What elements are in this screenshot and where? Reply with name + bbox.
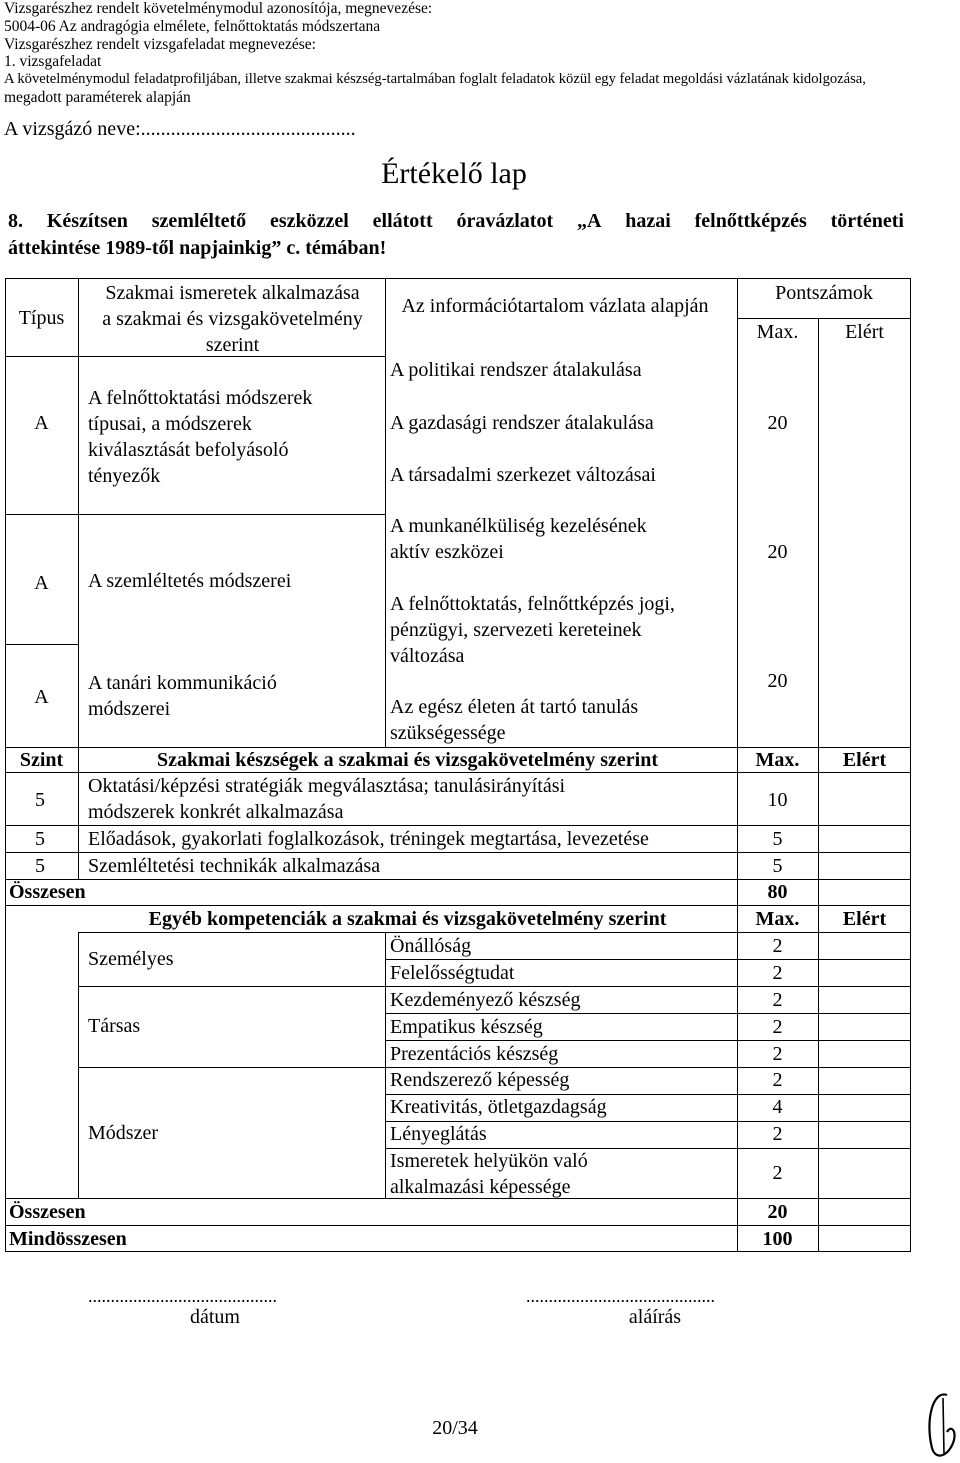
header-line: 5004-06 Az andragógia elmélete, felnőttoktatás módszertana [4,17,381,35]
skills-total-value: 80 [767,881,788,903]
header-line: Vizsgarészhez rendelt követelménymodul azonosítója, megnevezése: [4,0,433,17]
header-line: A követelménymodul feladatprofiljában, illetve szakmai készség-tartalmában foglalt feladatok közül egy feladat megoldási vázlatának kidolgozása, [4,71,866,88]
examinee-name-field: A vizsgázó neve:........................................... [4,118,356,140]
page-title: Értékelő lap [381,157,527,190]
competency-max: 2 [772,1162,783,1184]
grand-total-label: Mindösszesen [9,1228,127,1250]
competency-max: 2 [772,1069,783,1091]
col-other-header: Egyéb kompetenciák a szakmai és vizsgakövetelmény szerint [148,908,667,930]
row-knowledge: A felnőttoktatási módszerek típusai, a módszerek kiválasztását befolyásoló tényezők [88,387,313,487]
competency-item: Rendszerező képesség [390,1069,570,1091]
date-label: dátum [190,1306,240,1328]
competency-group: Módszer [88,1122,158,1144]
competency-item: Ismeretek helyükön való alkalmazási képessége [390,1150,588,1198]
date-dots: .......................................... [88,1286,277,1306]
header-line: Vizsgarészhez rendelt vizsgafeladat megnevezése: [4,35,316,53]
row-info-item: A gazdasági rendszer átalakulása [390,412,654,434]
competency-total-label: Összesen [9,1201,86,1223]
skill-text: Oktatási/képzési stratégiák megválasztása; tanulásirányítási módszerek konkrét alkalmazása [88,775,566,823]
competency-item: Lényeglátás [390,1123,487,1145]
task-line-2: áttekintése 1989-től napjainkig” c. témában! [8,237,387,259]
competency-total-value: 20 [767,1201,788,1223]
competency-max: 2 [772,1123,783,1145]
competency-max: 2 [772,962,783,984]
skill-level: 5 [35,828,45,850]
col-max-header: Max. [755,908,800,930]
competency-max: 2 [772,1043,783,1065]
skill-level: 5 [35,855,45,877]
row-max: 20 [767,541,788,563]
grand-total-value: 100 [762,1228,793,1250]
page-number: 20/34 [432,1417,478,1439]
col-max-header: Max. [756,321,799,343]
skill-text: Szemléltetési technikák alkalmazása [88,855,381,877]
skill-max: 5 [772,828,783,850]
signature-dots: .......................................... [526,1286,715,1306]
col-knowledge-header: Szakmai ismeretek alkalmazása a szakmai és vizsgakövetelmény szerint [102,282,363,356]
competency-max: 2 [772,989,783,1011]
row-info-item: A társadalmi szerkezet változásai [390,464,656,486]
signature-label: aláírás [628,1306,682,1328]
competency-item: Prezentációs készség [390,1043,559,1065]
competency-max: 2 [772,935,783,957]
row-type: A [34,686,49,708]
row-info-item: A munkanélküliség kezelésének aktív eszközei [390,515,647,563]
skill-level: 5 [35,789,45,811]
competency-item: Kezdeményező készség [390,989,581,1011]
row-type: A [34,572,49,594]
header-line: 1. vizsgafeladat [4,53,102,71]
row-type: A [34,412,49,434]
competency-group: Társas [88,1015,141,1037]
row-knowledge: A tanári kommunikáció módszerei [88,672,277,720]
row-knowledge: A szemléltetés módszerei [88,570,292,592]
competency-max: 4 [772,1096,783,1118]
competency-max: 2 [772,1016,783,1038]
col-achieved-header: Elért [842,908,887,930]
skills-total-label: Összesen [9,881,86,903]
competency-item: Kreativitás, ötletgazdagság [390,1096,607,1118]
col-skills-header: Szakmai készségek a szakmai és vizsgakövetelmény szerint [156,749,659,771]
task-line-1: 8. Készítsen szemléltető eszközzel ellátott óravázlatot „A hazai felnőttképzés történeti [8,210,904,232]
header-line: megadott paraméterek alapján [4,88,191,106]
col-achieved-header: Elért [845,321,884,343]
row-info-item: A politikai rendszer átalakulása [390,359,642,381]
col-achieved-header: Elért [842,749,887,771]
skill-text: Előadások, gyakorlati foglalkozások, tréningek megtartása, levezetése [88,828,649,850]
competency-item: Felelősségtudat [390,962,515,984]
row-info-item: Az egész életen át tartó tanulás szükségessége [390,696,639,744]
competency-item: Önállóság [390,935,472,957]
col-max-header: Max. [755,749,800,771]
row-max: 20 [767,670,788,692]
col-type-header: Típus [18,307,65,329]
skill-max: 5 [772,855,783,877]
col-level-header: Szint [19,749,64,771]
row-max: 20 [767,412,788,434]
col-info-header: Az információtartalom vázlata alapján [401,295,709,317]
col-points-header: Pontszámok [775,282,873,304]
skill-max: 10 [767,789,788,811]
competency-item: Empatikus készség [390,1016,543,1038]
row-info-item: A felnőttoktatás, felnőttképzés jogi, pénzügyi, szervezeti kereteinek változása [390,593,675,667]
competency-group: Személyes [88,948,174,970]
